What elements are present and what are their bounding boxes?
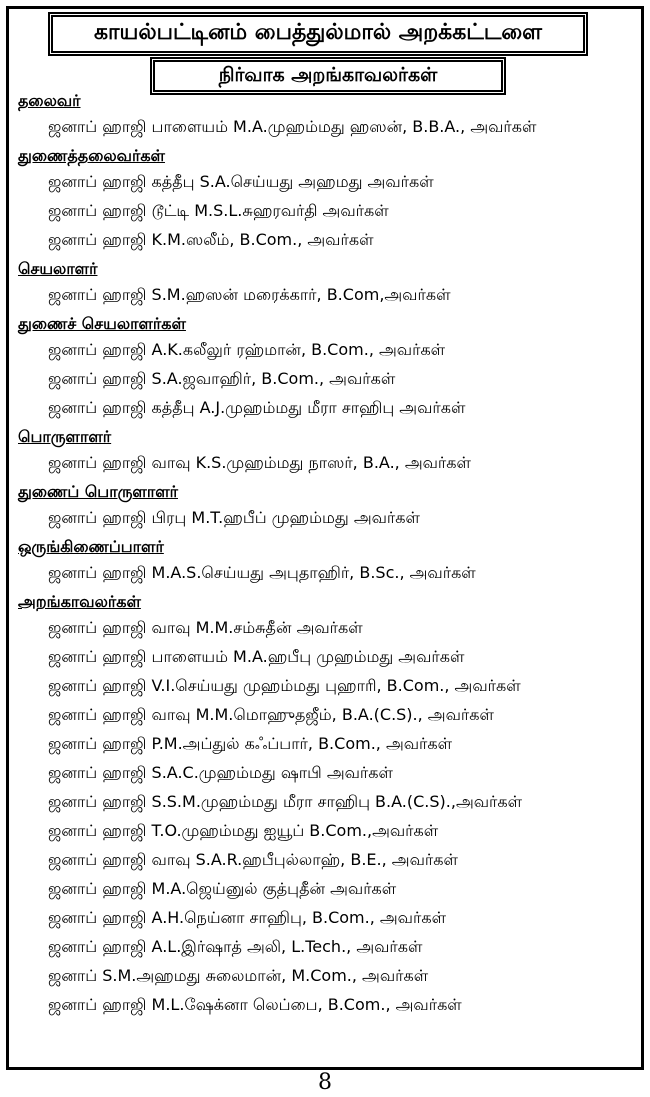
member-entry: ஜனாப் ஹாஜி S.A.C.முஹம்மது ஷாபி அவர்கள் [48,763,393,782]
member-entry: ஜனாப் ஹாஜி T.O.முஹம்மது ஐயூப் B.Com.,அவர்கள் [48,821,439,840]
page-title: காயல்பட்டினம் பைத்துல்மால் அறக்கட்டளை [48,12,588,56]
member-entry: ஜனாப் ஹாஜி பிரபு M.T.ஹபீப் முஹம்மது அவர்கள் [48,508,420,527]
member-entry: ஜனாப் ஹாஜி வாவு M.M.சம்சுதீன் அவர்கள் [48,618,363,637]
member-entry: ஜனாப் ஹாஜி P.M.அப்துல் கஃப்பார், B.Com., அவர்கள் [48,734,453,753]
member-entry: ஜனாப் ஹாஜி வாவு S.A.R.ஹபீபுல்லாஹ், B.E., அவர்கள் [48,850,458,869]
member-entry: ஜனாப் ஹாஜி S.M.ஹஸன் மரைக்கார், B.Com,அவர்கள் [48,285,451,304]
member-entry: ஜனாப் ஹாஜி கத்தீபு A.J.முஹம்மது மீரா சாஹிபு அவர்கள் [48,398,466,417]
page-number: 8 [318,1070,332,1095]
member-entry: ஜனாப் ஹாஜி V.I.செய்யது முஹம்மது புஹாரி, B.Com., அவர்கள் [48,676,521,695]
member-entry: ஜனாப் ஹாஜி பாளையம் M.A.ஹபீபு முஹம்மது அவர்கள் [48,647,465,666]
section-heading: செயலாளர் [18,259,98,278]
member-entry: ஜனாப் ஹாஜி S.A.ஜவாஹிர், B.Com., அவர்கள் [48,369,396,388]
member-entry: ஜனாப் ஹாஜி A.H.நெய்னா சாஹிபு, B.Com., அவர்கள் [48,908,447,927]
member-entry: ஜனாப் ஹாஜி K.M.ஸலீம், B.Com., அவர்கள் [48,230,374,249]
member-entry: ஜனாப் ஹாஜி M.A.ஜெய்னுல் குத்புதீன் அவர்கள் [48,879,397,898]
member-entry: ஜனாப் ஹாஜி கத்தீபு S.A.செய்யது அஹமது அவர்கள் [48,172,434,191]
member-entry: ஜனாப் ஹாஜி M.A.S.செய்யது அபுதாஹிர், B.Sc., அவர்கள் [48,563,476,582]
page-subtitle: நிர்வாக அறங்காவலர்கள் [150,57,506,95]
section-heading: ஒருங்கிணைப்பாளர் [18,537,164,556]
section-heading: துணைச் செயலாளர்கள் [18,314,186,333]
member-entry: ஜனாப் ஹாஜி டூட்டி M.S.L.சுஹரவர்தி அவர்கள் [48,201,389,220]
member-entry: ஜனாப் ஹாஜி வாவு K.S.முஹம்மது நாஸர், B.A., அவர்கள் [48,453,471,472]
section-heading: தலைவர் [18,91,81,110]
trustee-list [14,86,634,1019]
section-heading: துணைப் பொருளாளர் [18,482,178,501]
member-entry: ஜனாப் ஹாஜி M.L.ஷேக்னா லெப்பை, B.Com., அவர்கள் [48,995,462,1014]
section-heading: அறங்காவலர்கள் [18,592,141,611]
member-entry: ஜனாப் ஹாஜி A.K.கலீலுர் ரஹ்மான், B.Com., அவர்கள் [48,340,446,359]
member-entry: ஜனாப் ஹாஜி பாளையம் M.A.முஹம்மது ஹஸன், B.B.A., அவர்கள் [48,117,537,136]
member-entry: ஜனாப் ஹாஜி S.S.M.முஹம்மது மீரா சாஹிபு B.A.(C.S).,அவர்கள் [48,792,523,811]
member-entry: ஜனாப் S.M.அஹமது சுலைமான், M.Com., அவர்கள் [48,966,429,985]
member-entry: ஜனாப் ஹாஜி A.L.இர்ஷாத் அலி, L.Tech., அவர்கள் [48,937,423,956]
member-entry: ஜனாப் ஹாஜி வாவு M.M.மொஹுதஜீம், B.A.(C.S)., அவர்கள் [48,705,494,724]
section-heading: பொருளாளர் [18,427,112,446]
section-heading: துணைத்தலைவர்கள் [18,146,165,165]
